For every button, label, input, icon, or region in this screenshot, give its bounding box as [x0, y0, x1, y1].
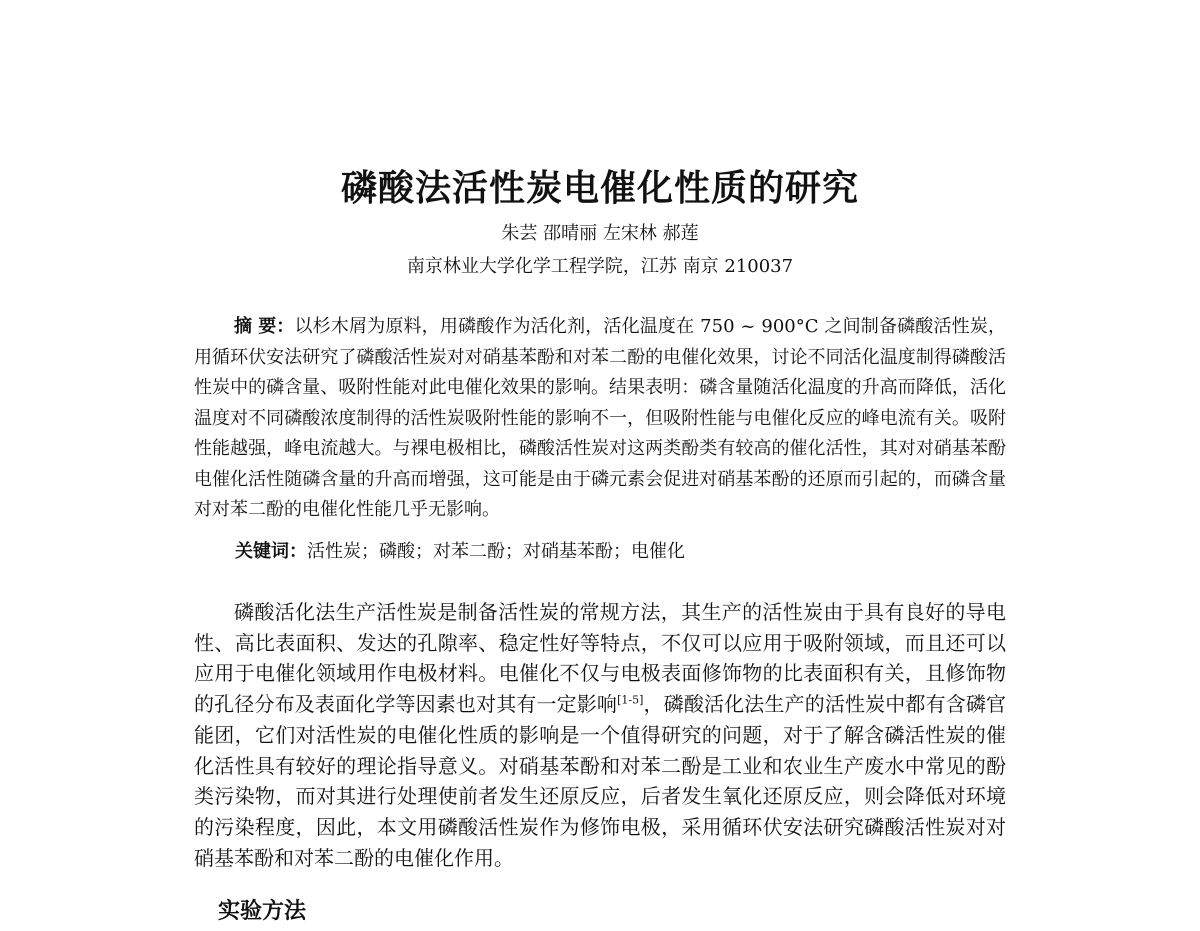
citation-reference: [1-5]	[617, 693, 644, 707]
affiliation: 南京林业大学化学工程学院，江苏 南京 210037	[406, 256, 794, 277]
abstract	[194, 312, 1006, 526]
intro-text-part1: 磷酸活化法生产活性炭是制备活性炭的常规方法，其生产的活性炭由于具有良好的导电性、高比表面积、发达的孔隙率、稳定性好等特点，不仅可以应用于吸附领域，而且还可以应用于电催化领域用作电极材料。电催化不仅与电极表面修饰物的比表面积有关，且修饰物的孔径分布及表面化学等因素也对其有一定影响	[194, 600, 1006, 717]
section-heading: 实验方法	[218, 898, 307, 924]
paper-title: 磷酸法活性炭电催化性质的研究	[340, 167, 859, 209]
keywords-label: 关键词：	[235, 541, 307, 562]
intro-text-part2: ，磷酸活化法生产的活性炭中都有含磷官能团，它们对活性炭的电催化性质的影响是一个值得研究的问题，对于了解含磷活性炭的催化活性具有较好的理论指导意义。对硝基苯酚和对苯二酚是工业和农业生产废水中常见的酚类污染物，而对其进行处理使前者发生还原反应，后者发生氧化还原反应，则会降低对环境的污染程度，因此，本文用磷酸活性炭作为修饰电极，采用循环伏安法研究磷酸活性炭对对硝基苯酚和对苯二酚的电催化作用。	[194, 692, 1007, 870]
abstract-text: 以杉木屑为原料，用磷酸作为活化剂，活化温度在 750 ~ 900°C 之间制备磷酸活性炭，用循环伏安法研究了磷酸活性炭对对硝基苯酚和对苯二酚的电催化效果，讨论不同活化温度制得磷酸活性炭中的磷含量、吸附性能对此电催化效果的影响。结果表明：磷含量随活化温度的升高而降低，活化温度对不同磷酸浓度制得的活性炭吸附性能的影响不一，但吸附性能与电催化反应的峰电流有关。吸附性能越强，峰电流越大。与裸电极相比，磷酸活性炭对这两类酚类有较高的催化活性，其对对硝基苯酚电催化活性随磷含量的升高而增强，这可能是由于磷元素会促进对硝基苯酚的还原而引起的，而磷含量对对苯二酚的电催化性能几乎无影响。	[194, 316, 1006, 520]
intro-paragraph	[194, 597, 1006, 873]
keywords	[235, 537, 685, 563]
author-list: 朱芸 邵晴丽 左宋林 郝莲	[501, 223, 699, 244]
keywords-text: 活性炭；磷酸；对苯二酚；对硝基苯酚；电催化	[307, 541, 685, 562]
abstract-label: 摘 要：	[234, 316, 295, 337]
